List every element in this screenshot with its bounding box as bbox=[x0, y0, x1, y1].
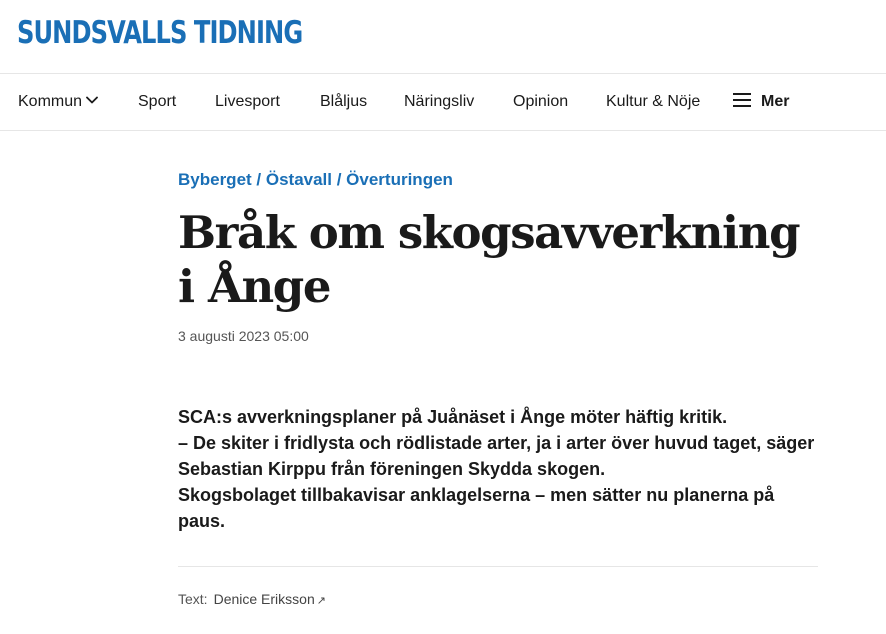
byline-label: Text: bbox=[178, 591, 208, 607]
nav-more-label: Mer bbox=[761, 93, 790, 110]
external-arrow-icon: ↗ bbox=[316, 595, 326, 607]
site-logo[interactable]: SUNDSVALLS TIDNING bbox=[17, 15, 303, 51]
byline-divider bbox=[178, 566, 818, 567]
lead-paragraph: – De skiter i fridlysta och rödlistade arter, ja i arter över huvud taget, säger Sebastian Kirppu från föreningen Skydda skogen. bbox=[178, 433, 815, 479]
article-lead bbox=[178, 404, 818, 534]
chevron-down-icon bbox=[86, 96, 98, 104]
author-link[interactable] bbox=[214, 591, 326, 607]
article bbox=[178, 130, 818, 611]
nav-item-sport[interactable]: Sport bbox=[138, 93, 177, 110]
nav-item-naringsliv[interactable]: Näringsliv bbox=[404, 93, 475, 110]
nav-item-kultur-noje[interactable]: Kultur & Nöje bbox=[606, 93, 701, 110]
main-nav bbox=[0, 74, 886, 131]
nav-item-blaljus[interactable]: Blåljus bbox=[320, 93, 368, 110]
nav-more-button[interactable] bbox=[733, 74, 789, 130]
lead-paragraph: SCA:s avverkningsplaner på Juånäset i Ånge möter häftig kritik. bbox=[178, 407, 728, 427]
author-name: Denice Eriksson bbox=[213, 591, 315, 607]
nav-item-livesport[interactable]: Livesport bbox=[215, 93, 280, 110]
lead-paragraph: Skogsbolaget tillbakavisar anklagelserna – men sätter nu planerna på paus. bbox=[178, 485, 775, 531]
nav-kommun-dropdown[interactable] bbox=[18, 74, 98, 130]
byline bbox=[178, 589, 818, 611]
publish-date: 3 augusti 2023 05:00 bbox=[178, 328, 309, 344]
site-header bbox=[0, 0, 886, 74]
nav-kommun-label: Kommun bbox=[18, 93, 83, 110]
hamburger-menu-icon bbox=[733, 93, 751, 107]
article-breadcrumb[interactable]: Byberget / Östavall / Överturingen bbox=[178, 170, 453, 189]
article-headline: Bråk om skogsavverkning i Ånge bbox=[178, 206, 800, 313]
nav-item-opinion[interactable]: Opinion bbox=[513, 93, 569, 110]
